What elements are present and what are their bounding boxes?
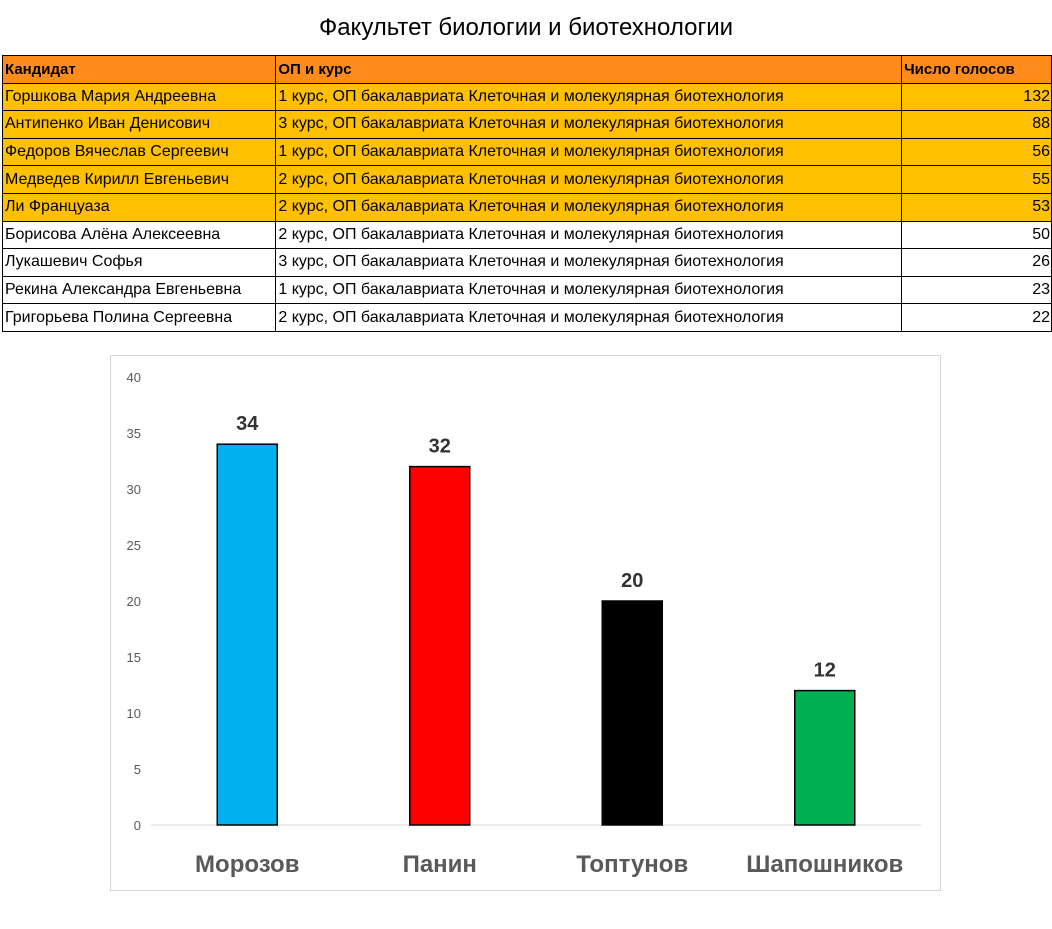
data-label: 20 — [621, 570, 644, 592]
page-title: Факультет биологии и биотехнологии — [318, 14, 734, 41]
candidate-name: Федоров Вячеслав Сергеевич — [3, 138, 276, 166]
header-votes: Число голосов — [902, 56, 1052, 84]
x-tick-label: Морозов — [195, 851, 300, 878]
bar — [410, 467, 470, 825]
data-label: 34 — [236, 413, 259, 436]
table-header-row — [3, 56, 1052, 84]
x-tick-label: Топтунов — [576, 851, 689, 878]
candidate-votes: 23 — [902, 276, 1052, 304]
candidate-votes: 132 — [902, 83, 1052, 111]
table-row — [3, 83, 1052, 111]
table-row — [3, 138, 1052, 166]
data-label: 12 — [813, 659, 836, 682]
y-tick-label: 15 — [126, 650, 141, 665]
candidate-program: 3 курс, ОП бакалавриата Клеточная и молекулярная биотехнология — [276, 249, 902, 277]
y-tick-label: 35 — [126, 426, 141, 441]
candidate-votes: 88 — [902, 111, 1052, 139]
candidate-program: 1 курс, ОП бакалавриата Клеточная и молекулярная биотехнология — [276, 83, 902, 111]
candidate-program: 2 курс, ОП бакалавриата Клеточная и молекулярная биотехнология — [276, 221, 902, 249]
candidate-name: Борисова Алёна Алексеевна — [3, 221, 276, 249]
header-program: ОП и курс — [276, 56, 902, 84]
candidate-program: 2 курс, ОП бакалавриата Клеточная и молекулярная биотехнология — [276, 304, 902, 332]
y-tick-label: 30 — [126, 482, 141, 497]
candidate-name: Горшкова Мария Андреевна — [3, 83, 276, 111]
table-row — [3, 193, 1052, 221]
candidate-votes: 55 — [902, 166, 1052, 194]
data-label: 32 — [428, 435, 451, 458]
candidate-program: 1 курс, ОП бакалавриата Клеточная и молекулярная биотехнология — [276, 138, 902, 166]
candidate-name: Медведев Кирилл Евгеньевич — [3, 166, 276, 194]
bar — [602, 601, 662, 825]
candidate-votes: 26 — [902, 249, 1052, 277]
results-table — [2, 55, 1052, 332]
bar — [795, 691, 855, 825]
candidate-name: Антипенко Иван Денисович — [3, 111, 276, 139]
table-row — [3, 304, 1052, 332]
bar-chart — [110, 355, 941, 891]
table-row — [3, 249, 1052, 277]
y-tick-label: 40 — [126, 370, 141, 385]
candidate-program: 2 курс, ОП бакалавриата Клеточная и молекулярная биотехнология — [276, 193, 902, 221]
bar — [217, 444, 277, 825]
y-tick-label: 25 — [126, 538, 141, 553]
table-row — [3, 276, 1052, 304]
y-tick-label: 10 — [126, 706, 141, 721]
y-tick-label: 0 — [133, 818, 141, 833]
candidate-name: Григорьева Полина Сергеевна — [3, 304, 276, 332]
y-tick-label: 20 — [126, 594, 141, 609]
table-row — [3, 166, 1052, 194]
table-row — [3, 221, 1052, 249]
candidate-votes: 56 — [902, 138, 1052, 166]
candidate-votes: 53 — [902, 193, 1052, 221]
x-tick-label: Шапошников — [746, 851, 904, 878]
y-tick-label: 5 — [133, 762, 141, 777]
candidate-name: Рекина Александра Евгеньевна — [3, 276, 276, 304]
candidate-name: Ли Француаза — [3, 193, 276, 221]
candidate-name: Лукашевич Софья — [3, 249, 276, 277]
header-candidate: Кандидат — [3, 56, 276, 84]
candidate-program: 3 курс, ОП бакалавриата Клеточная и молекулярная биотехнология — [276, 111, 902, 139]
table-row — [3, 111, 1052, 139]
candidate-program: 2 курс, ОП бакалавриата Клеточная и молекулярная биотехнология — [276, 166, 902, 194]
candidate-votes: 22 — [902, 304, 1052, 332]
candidate-program: 1 курс, ОП бакалавриата Клеточная и молекулярная биотехнология — [276, 276, 902, 304]
bar-chart-svg — [111, 356, 940, 890]
candidate-votes: 50 — [902, 221, 1052, 249]
x-tick-label: Панин — [402, 851, 477, 878]
